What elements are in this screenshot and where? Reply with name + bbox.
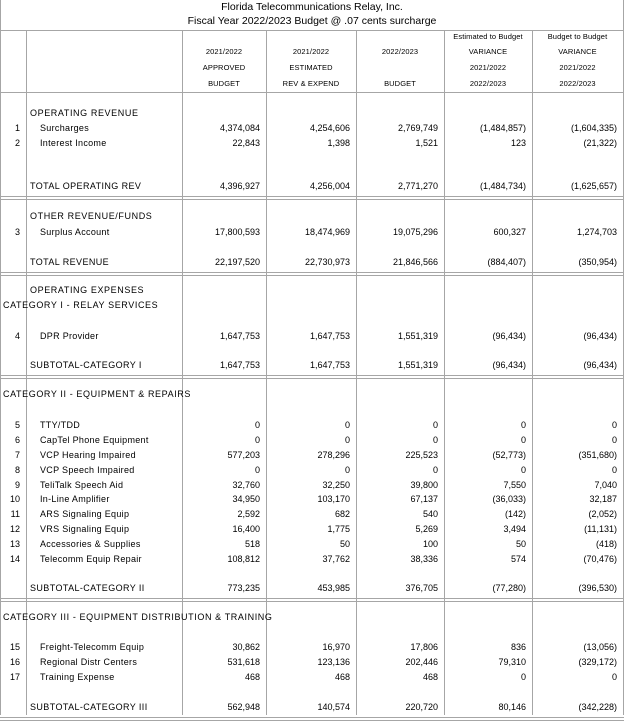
row-value-col4: (96,434) xyxy=(492,360,526,370)
row-value-col4: 574 xyxy=(510,554,526,564)
row-value-col5: (21,322) xyxy=(583,138,617,148)
row-value-col3: 376,705 xyxy=(405,583,438,593)
row-value-col4: 0 xyxy=(520,435,526,445)
row-value-col1: 1,647,753 xyxy=(219,331,260,341)
header-bottom-rule xyxy=(0,92,624,93)
row-value-col5: (351,680) xyxy=(578,450,617,460)
row-value-col2: 22,730,973 xyxy=(304,257,350,267)
row-value-col4: 0 xyxy=(520,672,526,682)
row-value-col2: 140,574 xyxy=(317,702,350,712)
row-value-col3: 1,521 xyxy=(415,138,438,148)
row-value-col3: 202,446 xyxy=(405,657,438,667)
row-value-col5: 0 xyxy=(611,465,617,475)
row-value-col5: (418) xyxy=(595,539,617,549)
row-value-col5: (96,434) xyxy=(583,360,617,370)
row-value-col4: (77,280) xyxy=(492,583,526,593)
row-label: SUBTOTAL-CATEGORY I xyxy=(30,360,142,370)
row-value-col4: (36,033) xyxy=(492,494,526,504)
line-number: 12 xyxy=(9,524,20,534)
col2-header-line1: 2021/2022 xyxy=(292,47,330,56)
row-value-col3: 38,336 xyxy=(410,554,438,564)
row-value-col3: 2,769,749 xyxy=(397,123,438,133)
grid-line xyxy=(0,0,1,715)
row-value-col1: 1,647,753 xyxy=(219,360,260,370)
row-value-col1: 22,843 xyxy=(232,138,260,148)
row-label: Interest Income xyxy=(40,138,107,148)
row-value-col3: 100 xyxy=(422,539,438,549)
row-value-col1: 108,812 xyxy=(227,554,260,564)
col5-header-line4: 2022/2023 xyxy=(559,79,596,88)
row-value-col2: 18,474,969 xyxy=(304,227,350,237)
row-value-col4: (1,484,734) xyxy=(479,181,526,191)
line-number: 13 xyxy=(9,539,20,549)
row-value-col4: 3,494 xyxy=(503,524,526,534)
row-label: SUBTOTAL-CATEGORY II xyxy=(30,583,145,593)
total-underline xyxy=(0,717,624,721)
row-value-col2: 16,970 xyxy=(322,642,350,652)
line-number: 16 xyxy=(9,657,20,667)
row-label: TOTAL REVENUE xyxy=(30,257,110,267)
row-value-col5: (2,052) xyxy=(588,509,617,519)
row-label: Accessories & Supplies xyxy=(40,539,141,549)
row-value-col2: 4,256,004 xyxy=(309,181,350,191)
row-value-col1: 773,235 xyxy=(227,583,260,593)
row-value-col1: 0 xyxy=(254,420,260,430)
row-value-col3: 0 xyxy=(432,420,438,430)
row-value-col1: 562,948 xyxy=(227,702,260,712)
line-number: 10 xyxy=(9,494,20,504)
line-number: 1 xyxy=(14,123,20,133)
row-value-col5: (11,131) xyxy=(584,524,617,534)
row-label: Surplus Account xyxy=(40,227,110,237)
line-number: 6 xyxy=(14,435,20,445)
row-value-col4: (1,484,857) xyxy=(479,123,526,133)
row-value-col5: (1,625,657) xyxy=(570,181,617,191)
col2-header-line2: ESTIMATED xyxy=(289,63,333,72)
col2-header-line3: REV & EXPEND xyxy=(282,79,340,88)
row-label: In-Line Amplifier xyxy=(40,494,110,504)
row-label: VRS Signaling Equip xyxy=(40,524,130,534)
row-value-col5: 7,040 xyxy=(594,480,617,490)
col1-header-line3: BUDGET xyxy=(208,79,240,88)
row-value-col4: 0 xyxy=(520,420,526,430)
row-value-col2: 0 xyxy=(344,435,350,445)
section-category-1: CATEGORY I - RELAY SERVICES xyxy=(3,300,159,310)
row-value-col2: 1,647,753 xyxy=(309,360,350,370)
total-underline xyxy=(0,272,624,276)
row-value-col3: 67,137 xyxy=(410,494,438,504)
row-value-col3: 225,523 xyxy=(405,450,438,460)
row-value-col2: 1,398 xyxy=(327,138,350,148)
col5-header-line2: VARIANCE xyxy=(558,47,597,56)
row-value-col4: 0 xyxy=(520,465,526,475)
row-value-col3: 39,800 xyxy=(410,480,438,490)
line-number: 17 xyxy=(9,672,20,682)
col1-header-line1: 2021/2022 xyxy=(205,47,243,56)
row-value-col5: (13,056) xyxy=(583,642,617,652)
row-value-col4: (96,434) xyxy=(492,331,526,341)
row-value-col5: (350,954) xyxy=(578,257,617,267)
row-value-col3: 21,846,566 xyxy=(392,257,438,267)
row-value-col2: 50 xyxy=(339,539,350,549)
row-value-col1: 468 xyxy=(244,672,260,682)
row-value-col1: 32,760 xyxy=(232,480,260,490)
row-value-col5: 0 xyxy=(611,420,617,430)
row-value-col3: 2,771,270 xyxy=(397,181,438,191)
col4-header-line4: 2022/2023 xyxy=(469,79,507,88)
total-underline xyxy=(0,598,624,602)
row-value-col1: 577,203 xyxy=(227,450,260,460)
row-value-col3: 0 xyxy=(432,435,438,445)
col4-header-line2: VARIANCE xyxy=(468,47,508,56)
row-value-col1: 30,862 xyxy=(232,642,260,652)
row-value-col4: (884,407) xyxy=(487,257,526,267)
row-value-col3: 468 xyxy=(422,672,438,682)
row-label: Regional Distr Centers xyxy=(40,657,138,667)
row-value-col2: 468 xyxy=(334,672,350,682)
row-value-col4: 79,310 xyxy=(498,657,526,667)
col1-header-line2: APPROVED xyxy=(202,63,246,72)
row-value-col3: 19,075,296 xyxy=(392,227,438,237)
line-number: 3 xyxy=(14,227,20,237)
row-value-col4: 50 xyxy=(515,539,526,549)
row-value-col5: (96,434) xyxy=(583,331,617,341)
section-category-2: CATEGORY II - EQUIPMENT & REPAIRS xyxy=(3,389,192,399)
row-value-col2: 32,250 xyxy=(322,480,350,490)
row-label: TOTAL OPERATING REV xyxy=(30,181,142,191)
row-value-col1: 0 xyxy=(254,435,260,445)
row-value-col1: 22,197,520 xyxy=(214,257,260,267)
row-value-col4: (52,773) xyxy=(492,450,526,460)
row-value-col5: (329,172) xyxy=(578,657,617,667)
row-value-col4: (142) xyxy=(504,509,526,519)
row-value-col5: 32,187 xyxy=(589,494,617,504)
section-operating-expenses: OPERATING EXPENSES xyxy=(30,285,145,295)
row-value-col2: 278,296 xyxy=(317,450,350,460)
row-value-col5: (70,476) xyxy=(583,554,617,564)
col5-header-line3: 2021/2022 xyxy=(559,63,596,72)
row-value-col2: 1,647,753 xyxy=(309,331,350,341)
header-top-rule xyxy=(0,30,624,31)
row-label: VCP Hearing Impaired xyxy=(40,450,136,460)
row-value-col4: 80,146 xyxy=(498,702,526,712)
row-label: TTY/TDD xyxy=(40,420,81,430)
row-value-col5: 0 xyxy=(611,435,617,445)
row-value-col3: 0 xyxy=(432,465,438,475)
row-value-col3: 220,720 xyxy=(405,702,438,712)
row-value-col1: 17,800,593 xyxy=(214,227,260,237)
row-value-col4: 836 xyxy=(510,642,526,652)
row-label: SUBTOTAL-CATEGORY III xyxy=(30,702,148,712)
row-label: Surcharges xyxy=(40,123,90,133)
row-value-col4: 600,327 xyxy=(493,227,526,237)
total-underline xyxy=(0,375,624,379)
row-value-col5: (396,530) xyxy=(578,583,617,593)
row-value-col2: 4,254,606 xyxy=(309,123,350,133)
row-label: TeliTalk Speech Aid xyxy=(40,480,124,490)
row-label: DPR Provider xyxy=(40,331,99,341)
row-value-col2: 0 xyxy=(344,465,350,475)
row-label: VCP Speech Impaired xyxy=(40,465,135,475)
line-number: 7 xyxy=(14,450,20,460)
line-number: 11 xyxy=(10,509,20,519)
line-number: 15 xyxy=(9,642,20,652)
line-number: 8 xyxy=(14,465,20,475)
row-value-col1: 4,374,084 xyxy=(219,123,260,133)
report-subtitle: Fiscal Year 2022/2023 Budget @ .07 cents surcharge xyxy=(187,15,437,27)
row-value-col3: 5,269 xyxy=(415,524,438,534)
row-value-col5: 1,274,703 xyxy=(576,227,617,237)
row-value-col3: 17,806 xyxy=(410,642,438,652)
row-value-col3: 1,551,319 xyxy=(397,360,438,370)
line-number: 4 xyxy=(14,331,20,341)
row-value-col1: 0 xyxy=(254,465,260,475)
row-value-col2: 103,170 xyxy=(317,494,350,504)
row-value-col3: 540 xyxy=(422,509,438,519)
row-value-col2: 37,762 xyxy=(322,554,350,564)
section-other-revenue: OTHER REVENUE/FUNDS xyxy=(30,211,153,221)
line-number: 14 xyxy=(9,554,20,564)
report-title: Florida Telecommunications Relay, Inc. xyxy=(221,1,403,13)
row-value-col5: (1,604,335) xyxy=(570,123,617,133)
row-value-col1: 4,396,927 xyxy=(219,181,260,191)
col3-header-line3: BUDGET xyxy=(384,79,416,88)
row-value-col2: 123,136 xyxy=(317,657,350,667)
col4-header-line3: 2021/2022 xyxy=(469,63,507,72)
row-value-col1: 2,592 xyxy=(237,509,260,519)
row-value-col1: 518 xyxy=(244,539,260,549)
row-label: Freight-Telecomm Equip xyxy=(40,642,145,652)
row-value-col1: 16,400 xyxy=(232,524,260,534)
row-label: Training Expense xyxy=(40,672,115,682)
row-value-col4: 123 xyxy=(510,138,526,148)
col3-header-line1: 2022/2023 xyxy=(381,47,419,56)
total-underline xyxy=(0,196,624,200)
col5-header-line1: Budget to Budget xyxy=(547,32,608,41)
line-number: 9 xyxy=(14,480,20,490)
line-number: 5 xyxy=(14,420,20,430)
row-value-col5: 0 xyxy=(611,672,617,682)
row-value-col1: 531,618 xyxy=(227,657,260,667)
row-label: CapTel Phone Equipment xyxy=(40,435,149,445)
section-operating-revenue: OPERATING REVENUE xyxy=(30,108,139,118)
row-value-col4: 7,550 xyxy=(503,480,526,490)
row-label: ARS Signaling Equip xyxy=(40,509,130,519)
row-value-col1: 34,950 xyxy=(232,494,260,504)
row-value-col3: 1,551,319 xyxy=(397,331,438,341)
row-label: Telecomm Equip Repair xyxy=(40,554,142,564)
row-value-col2: 0 xyxy=(344,420,350,430)
row-value-col5: (342,228) xyxy=(578,702,617,712)
row-value-col2: 453,985 xyxy=(317,583,350,593)
line-number: 2 xyxy=(14,138,20,148)
section-category-3: CATEGORY III - EQUIPMENT DISTRIBUTION & TRAINING xyxy=(3,612,273,622)
row-value-col2: 682 xyxy=(334,509,350,519)
col4-header-line1: Estimated to Budget xyxy=(453,32,523,41)
row-value-col2: 1,775 xyxy=(327,524,350,534)
